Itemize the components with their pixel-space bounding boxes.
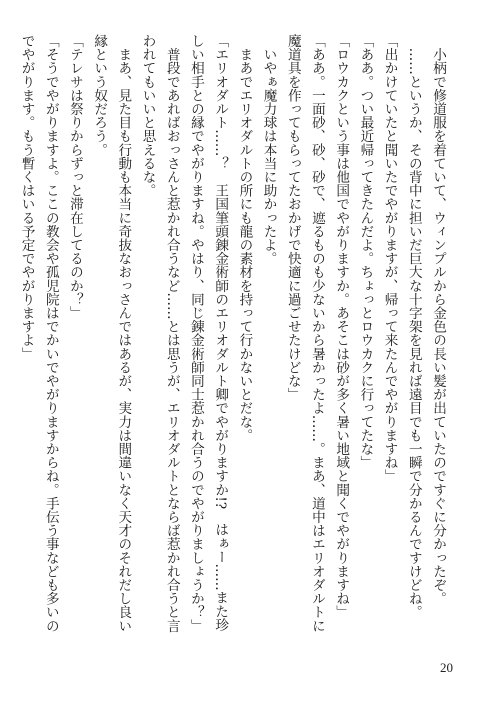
text-line: 「出かけていたと聞いたでやがりますが、帰って来たんでやがりますね」 (381, 34, 398, 483)
text-line: まあ、見た目も行動も本当に奇抜なおっさんではあるが、実力は間違いなく天才のそれだし良い (115, 34, 132, 633)
text-line: まあでエリオダルトの所にも龍の素材を持って行かないとだな。 (236, 34, 253, 442)
text-line: 「ああ。つい最近帰ってきたんだよ。ちょっとロウカクに行ってたな」 (357, 34, 374, 470)
page-number: 20 (440, 660, 453, 675)
text-line: 魔道具を作ってもらってたおかげで快適に過ごせたけどな」 (284, 34, 301, 402)
text-line: 「そうでやがりますよ。ここの教会や孤児院はでかいでやがりますからね。手伝う事なども多いの (42, 34, 59, 633)
text-line: 「ロウカクという事は他国でやがりますか。あそこは砂が多く暑い地域と聞くでやがりますね」 (333, 34, 350, 619)
text-line: 「エリオダルト……？ 王国筆頭錬金術師のエリオダルト卿でやがりますか!? はぁー……また珍 (212, 34, 229, 632)
text-line: いやぁ魔力球は本当に助かったよ。 (260, 34, 277, 266)
text-line: われてもいいと思えるな。 (139, 34, 156, 198)
text-line: しい相手との縁でやがりますね。やはり、同じ錬金術師同士惹かれ合うのでやがりましょうか？」 (187, 34, 204, 633)
text-line: 小柄で修道服を着ていて、ウィンプルから金色の長い髪が出ていたのですぐに分かったぞ。 (430, 34, 446, 606)
text-line: 普段であればおっさんと惹かれ合うなど……とは思うが、エリオダルトとならば惹かれ合うと言 (163, 34, 180, 633)
vertical-body-text (18, 34, 450, 674)
text-line: でやがります。もう暫くはいる予定でやがりますよ」 (18, 34, 35, 361)
text-line: 「ああ。一面砂、砂、砂で、遮るものも少ないから暑かったよ……。まあ、道中はエリオダルトに (308, 34, 325, 633)
text-line: ……というか、その背中に担いだ巨大な十字架を見れば遠目でも一瞬で分かるんですけどね。 (405, 34, 422, 619)
text-line: 縁という奴だろう。 (91, 34, 108, 157)
text-line: 「テレサは祭りからずっと滞在してるのか？」 (66, 34, 83, 320)
